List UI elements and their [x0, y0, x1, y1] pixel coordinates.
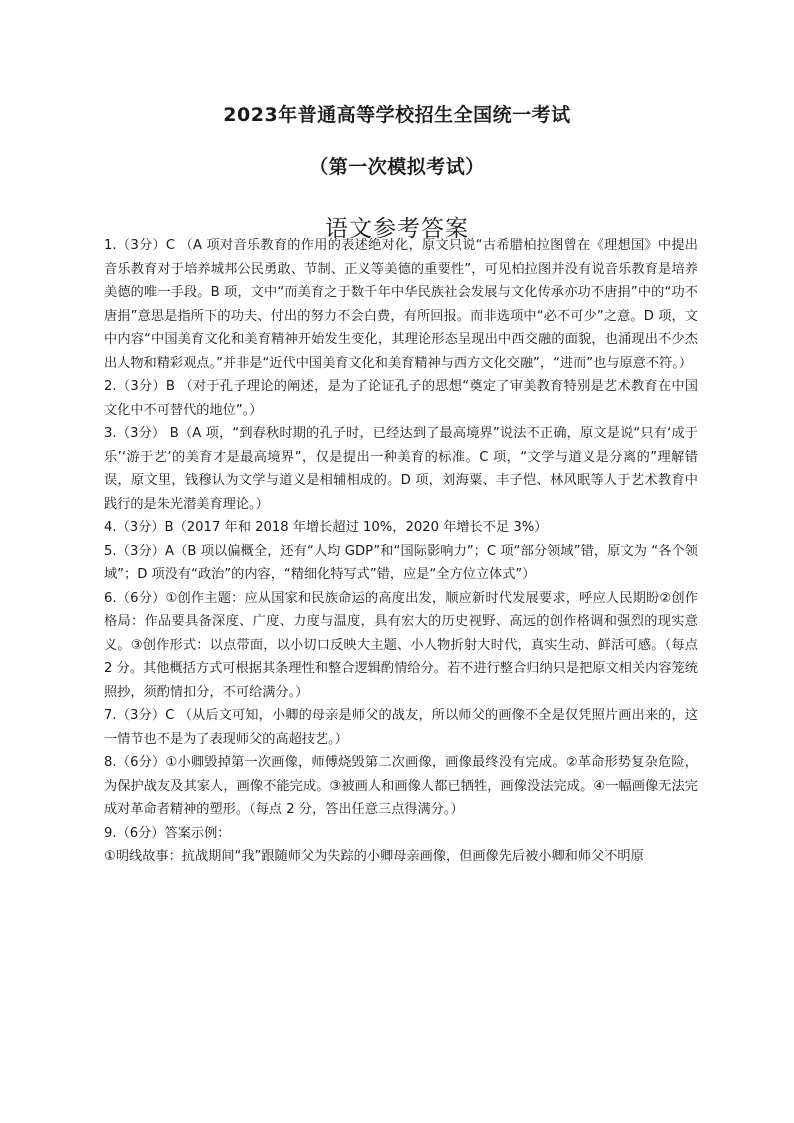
- answer-3: 3.（3分） B（A 项，“到春秋时期的孔子时，已经达到了最高境界”说法不正确，原文是说“只有‘成于乐’‘游于艺’的美育才是最高境界”，仅是提出一种美育的标准。C 项，“文学与道义是分离的”理解错误，原文里，钱穆认为文学与道义是相辅相成的。D 项，刘海粟、丰子恺、林风眠等人于艺术教育中践行的是朱光潜美育理论。）: [104, 426, 698, 512]
- answer-9-point-1: ①明线故事：抗战期间“我”跟随师父为失踪的小卿母亲画像，但画像先后被小卿和师父不明原: [104, 849, 644, 864]
- exam-title: 2023年普通高等学校招生全国统一考试: [223, 104, 571, 126]
- answer-8: 8.（6分）①小卿毁掉第一次画像，师傅烧毁第二次画像，画像最终没有完成。②革命形势复杂危险，为保护战友及其家人，画像不能完成。③被画人和画像人都已牺牲，画像没法完成。④一幅画像无法完成对革命者精神的塑形。（每点 2 分，答出任意三点得满分。）: [104, 755, 698, 817]
- answer-9: 9.（6分）答案示例：: [104, 825, 231, 841]
- answer-list: [104, 234, 698, 869]
- answer-6: 6.（6分）①创作主题：应从国家和民族命运的高度出发，顺应新时代发展要求，呼应人民期盼②创作格局：作品要具备深度、广度、力度与温度，具有宏大的历史视野、高远的创作格调和强烈的现实意义。③创作形式：以点带面，以小切口反映大主题、小人物折射大时代，真实生动、鲜活可感。（每点 2 分。其他概括方式可根据其条理性和整合逻辑酌情给分。若不进行整合归纳只是把原文相关内容笼统照抄，须酌情扣分，不可给满分。）: [104, 590, 698, 700]
- exam-subtitle: （第一次模拟考试）: [309, 156, 485, 178]
- answer-5: 5.（3分）A（B 项以偏概全，还有“人均 GDP”和“国际影响力”；C 项“部分领域”错，原文为 “各个领域”；D 项没有“政治”的内容，“精细化特写式”错，应是“全方位立体式”）: [104, 543, 698, 582]
- answer-7: 7.（3分）C （从后文可知，小卿的母亲是师父的战友，所以师父的画像不全是仅凭照片画出来的，这一情节也不是为了表现师父的高超技艺。）: [104, 708, 698, 747]
- answer-4: 4.（3分）B（2017 年和 2018 年增长超过 10%，2020 年增长不足 3%）: [104, 520, 548, 535]
- answer-key-heading: 语文参考答案: [325, 216, 469, 242]
- answer-1: 1.（3分）C （A 项对音乐教育的作用的表述绝对化，原文只说“古希腊柏拉图曾在《理想国》中提出音乐教育对于培养城邦公民勇敢、节制、正义等美德的重要性”，可见柏拉图并没有说音乐教育是培养美德的唯一手段。B 项，文中“而美育之于数千年中华民族社会发展与文化传承亦功不唐捐”中的“功不唐捐”意思是指所下的功夫、付出的努力不会白费，有所回报。而非选项中“必不可少”之意。D 项，文中内容“中国美育文化和美育精神开始发生变化，其理论形态呈现出中西交融的面貌，也涌现出不少杰出人物和精彩观点。”并非是“近代中国美育文化和美育精神与西方文化交融”，“进而”也与原意不符。）: [104, 238, 698, 371]
- answer-2: 2.（3分）B （对于孔子理论的阐述，是为了论证孔子的思想“奠定了审美教育特别是艺术教育在中国文化中不可替代的地位”。）: [104, 379, 698, 418]
